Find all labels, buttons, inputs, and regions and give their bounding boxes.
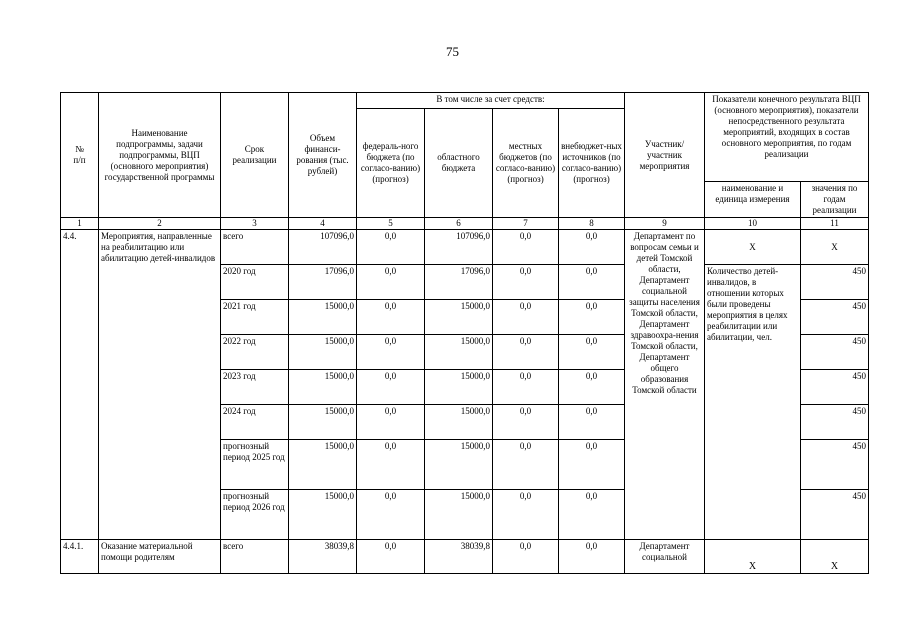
federal-cell: 0,0 xyxy=(357,300,425,335)
regional-cell: 15000,0 xyxy=(425,300,493,335)
term-cell: прогнозный период 2026 год xyxy=(221,490,289,540)
extra-cell: 0,0 xyxy=(559,405,625,440)
regional-cell: 38039,8 xyxy=(425,540,493,574)
term-cell: 2021 год xyxy=(221,300,289,335)
item-name: Мероприятия, направленные на реабилитацию или абилитацию детей-инвалидов xyxy=(99,230,221,540)
extra-cell: 0,0 xyxy=(559,370,625,405)
item-name: Оказание материальной помощи родителям xyxy=(99,540,221,574)
participant-cell: Департамент по вопросам семьи и детей Томской области, Департамент социальной защиты населения Томской области, Департамент здравоохра-нения Томской области, Департамент общего образования Томской области xyxy=(625,230,705,540)
column-number: 5 xyxy=(357,218,425,230)
volume-cell: 15000,0 xyxy=(289,440,357,490)
column-number: 4 xyxy=(289,218,357,230)
header-volume: Объем финанси-рования (тыс. рублей) xyxy=(289,93,357,218)
term-cell: 2020 год xyxy=(221,265,289,300)
regional-cell: 107096,0 xyxy=(425,230,493,265)
indicator-value-cell: 450 xyxy=(801,265,869,300)
indicator-value-cell: 450 xyxy=(801,405,869,440)
federal-cell: 0,0 xyxy=(357,405,425,440)
local-cell: 0,0 xyxy=(493,490,559,540)
volume-cell: 15000,0 xyxy=(289,405,357,440)
indicator-value-cell: Х xyxy=(801,540,869,574)
column-number: 9 xyxy=(625,218,705,230)
volume-cell: 15000,0 xyxy=(289,300,357,335)
federal-cell: 0,0 xyxy=(357,540,425,574)
volume-cell: 17096,0 xyxy=(289,265,357,300)
federal-cell: 0,0 xyxy=(357,440,425,490)
local-cell: 0,0 xyxy=(493,370,559,405)
indicator-name-cell: Количество детей-инвалидов, в отношении которых были проведены мероприятия в целях реабилитации или абилитации, чел. xyxy=(705,265,801,540)
regional-cell: 15000,0 xyxy=(425,440,493,490)
extra-cell: 0,0 xyxy=(559,300,625,335)
local-cell: 0,0 xyxy=(493,300,559,335)
extra-cell: 0,0 xyxy=(559,440,625,490)
regional-cell: 15000,0 xyxy=(425,370,493,405)
indicator-value-cell: 450 xyxy=(801,300,869,335)
term-cell: 2022 год xyxy=(221,335,289,370)
federal-cell: 0,0 xyxy=(357,230,425,265)
header-extra: внебюджет-ных источников (по согласо-ванию) (прогноз) xyxy=(559,109,625,218)
indicator-value-cell: 450 xyxy=(801,335,869,370)
federal-cell: 0,0 xyxy=(357,335,425,370)
item-number: 4.4.1. xyxy=(61,540,99,574)
header-term: Срок реализации xyxy=(221,93,289,218)
local-cell: 0,0 xyxy=(493,230,559,265)
extra-cell: 0,0 xyxy=(559,490,625,540)
item-number: 4.4. xyxy=(61,230,99,540)
federal-cell: 0,0 xyxy=(357,370,425,405)
local-cell: 0,0 xyxy=(493,405,559,440)
table-row xyxy=(61,540,869,574)
regional-cell: 17096,0 xyxy=(425,265,493,300)
column-number: 8 xyxy=(559,218,625,230)
regional-cell: 15000,0 xyxy=(425,335,493,370)
indicator-value-cell: 450 xyxy=(801,490,869,540)
header-including: В том числе за счет средств: xyxy=(357,93,625,109)
column-number: 1 xyxy=(61,218,99,230)
header-regional: областного бюджета xyxy=(425,109,493,218)
term-cell: прогнозный период 2025 год xyxy=(221,440,289,490)
term-cell: 2024 год xyxy=(221,405,289,440)
header-name: Наименование подпрограммы, задачи подпрограммы, ВЦП (основного мероприятия) государственной программы xyxy=(99,93,221,218)
regional-cell: 15000,0 xyxy=(425,405,493,440)
indicator-value-cell: Х xyxy=(801,230,869,265)
header-ind-value: значения по годам реализации xyxy=(801,182,869,218)
table-row xyxy=(61,230,869,265)
indicator-name-cell: Х xyxy=(705,540,801,574)
local-cell: 0,0 xyxy=(493,335,559,370)
federal-cell: 0,0 xyxy=(357,265,425,300)
term-cell: всего xyxy=(221,540,289,574)
term-cell: всего xyxy=(221,230,289,265)
extra-cell: 0,0 xyxy=(559,335,625,370)
local-cell: 0,0 xyxy=(493,540,559,574)
header-indicators: Показатели конечного результата ВЦП (основного мероприятия), показатели непосредственного результата мероприятий, входящих в состав основного мероприятия, по годам реализации xyxy=(705,93,869,182)
volume-cell: 15000,0 xyxy=(289,370,357,405)
header-no: № п/п xyxy=(61,93,99,218)
participant-cell: Департамент социальной xyxy=(625,540,705,574)
volume-cell: 15000,0 xyxy=(289,335,357,370)
volume-cell: 15000,0 xyxy=(289,490,357,540)
extra-cell: 0,0 xyxy=(559,265,625,300)
column-number: 11 xyxy=(801,218,869,230)
indicator-value-cell: 450 xyxy=(801,440,869,490)
local-cell: 0,0 xyxy=(493,265,559,300)
column-number: 7 xyxy=(493,218,559,230)
volume-cell: 107096,0 xyxy=(289,230,357,265)
regional-cell: 15000,0 xyxy=(425,490,493,540)
indicator-value-cell: 450 xyxy=(801,370,869,405)
term-cell: 2023 год xyxy=(221,370,289,405)
header-ind-name: наименование и единица измерения xyxy=(705,182,801,218)
extra-cell: 0,0 xyxy=(559,540,625,574)
local-cell: 0,0 xyxy=(493,440,559,490)
header-participant: Участник/ участник мероприятия xyxy=(625,93,705,218)
header-local: местных бюджетов (по согласо-ванию) (прогноз) xyxy=(493,109,559,218)
column-number: 10 xyxy=(705,218,801,230)
extra-cell: 0,0 xyxy=(559,230,625,265)
page-number: 75 xyxy=(446,44,459,59)
column-number: 6 xyxy=(425,218,493,230)
column-number: 3 xyxy=(221,218,289,230)
volume-cell: 38039,8 xyxy=(289,540,357,574)
column-number: 2 xyxy=(99,218,221,230)
federal-cell: 0,0 xyxy=(357,490,425,540)
indicator-name-cell: Х xyxy=(705,230,801,265)
header-federal: федераль-ного бюджета (по согласо-ванию) (прогноз) xyxy=(357,109,425,218)
program-table xyxy=(60,92,869,574)
